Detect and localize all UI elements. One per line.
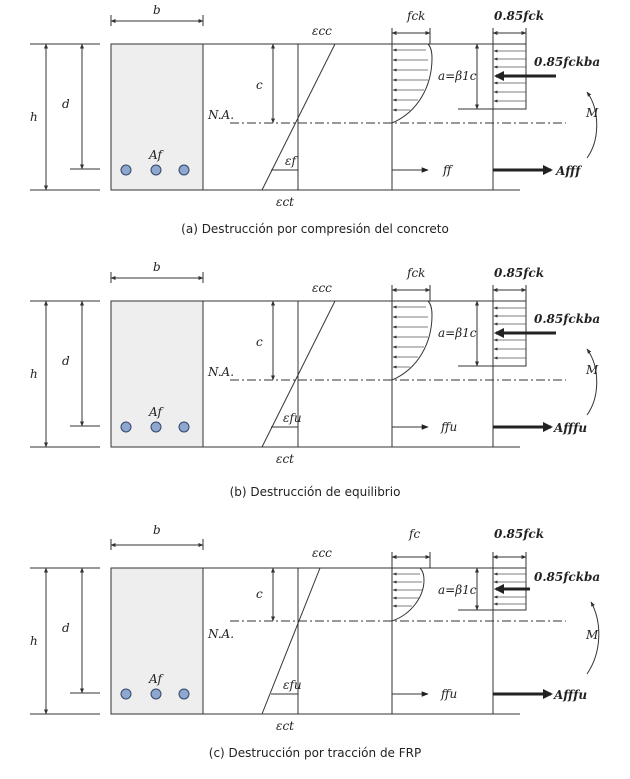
panel-caption: (a) Destrucción por compresión del concreto (181, 222, 449, 236)
block-label: 0.85fck (494, 9, 545, 23)
panel-b (30, 260, 600, 499)
block-label: 0.85fck (494, 266, 545, 280)
h-label: h (30, 367, 38, 381)
compression-force-label: 0.85fckba (534, 312, 601, 326)
stress-curve (392, 568, 424, 621)
area-label: Af (149, 405, 162, 419)
h-label: h (30, 110, 38, 124)
stress-top-label: fck (407, 9, 426, 23)
stress-curve (392, 301, 432, 380)
strain-bottom-label: εct (276, 195, 294, 209)
strain-frp-label: εfu (283, 678, 302, 692)
tension-force-label: Afff (556, 164, 581, 178)
frp-stress-label: ffu (441, 687, 458, 701)
area-label: Af (149, 148, 162, 162)
stress-top-label: fck (407, 266, 426, 280)
b-label: b (153, 260, 161, 274)
moment-arrow (587, 92, 597, 158)
strain-top-label: εcc (312, 24, 332, 38)
compression-force-label: 0.85fckba (534, 570, 601, 584)
stress-top-label: fc (409, 527, 421, 541)
frp-bar (151, 422, 161, 432)
panel-c (30, 523, 600, 760)
strain-frp-label: εfu (283, 411, 302, 425)
moment-arrow (587, 349, 597, 415)
neutral-axis-label: N.A. (208, 108, 235, 122)
block-label: 0.85fck (494, 527, 545, 541)
frp-bar (151, 689, 161, 699)
c-label: c (256, 335, 263, 349)
moment-label: M (586, 628, 599, 642)
area-label: Af (149, 672, 162, 686)
frp-bar (179, 165, 189, 175)
strain-line (262, 568, 320, 714)
d-label: d (62, 354, 70, 368)
block-depth-label: a=β1c (438, 69, 477, 83)
d-label: d (62, 97, 70, 111)
h-label: h (30, 634, 38, 648)
frp-bar (179, 422, 189, 432)
frp-bar (121, 422, 131, 432)
strain-frp-label: εf (285, 154, 296, 168)
b-label: b (153, 3, 161, 17)
block-depth-label: a=β1c (438, 583, 477, 597)
d-label: d (62, 621, 70, 635)
stress-curve (392, 44, 432, 123)
neutral-axis-label: N.A. (208, 627, 235, 641)
c-label: c (256, 587, 263, 601)
block-depth-label: a=β1c (438, 326, 477, 340)
tension-force-label: Afffu (554, 688, 588, 702)
strain-bottom-label: εct (276, 719, 294, 733)
frp-stress-label: ffu (441, 420, 458, 434)
panel-a (30, 3, 600, 236)
panel-caption: (c) Destrucción por tracción de FRP (208, 746, 422, 760)
strain-bottom-label: εct (276, 452, 294, 466)
strain-top-label: εcc (312, 281, 332, 295)
frp-stress-label: ff (443, 163, 452, 177)
frp-bar (121, 165, 131, 175)
moment-label: M (586, 106, 599, 120)
tension-force-label: Afffu (554, 421, 588, 435)
c-label: c (256, 78, 263, 92)
frp-bar (179, 689, 189, 699)
strain-top-label: εcc (312, 546, 332, 560)
moment-label: M (586, 363, 599, 377)
panel-caption: (b) Destrucción de equilibrio (229, 485, 401, 499)
b-label: b (153, 523, 161, 537)
frp-bar (121, 689, 131, 699)
frp-bar (151, 165, 161, 175)
neutral-axis-label: N.A. (208, 365, 235, 379)
compression-force-label: 0.85fckba (534, 55, 601, 69)
